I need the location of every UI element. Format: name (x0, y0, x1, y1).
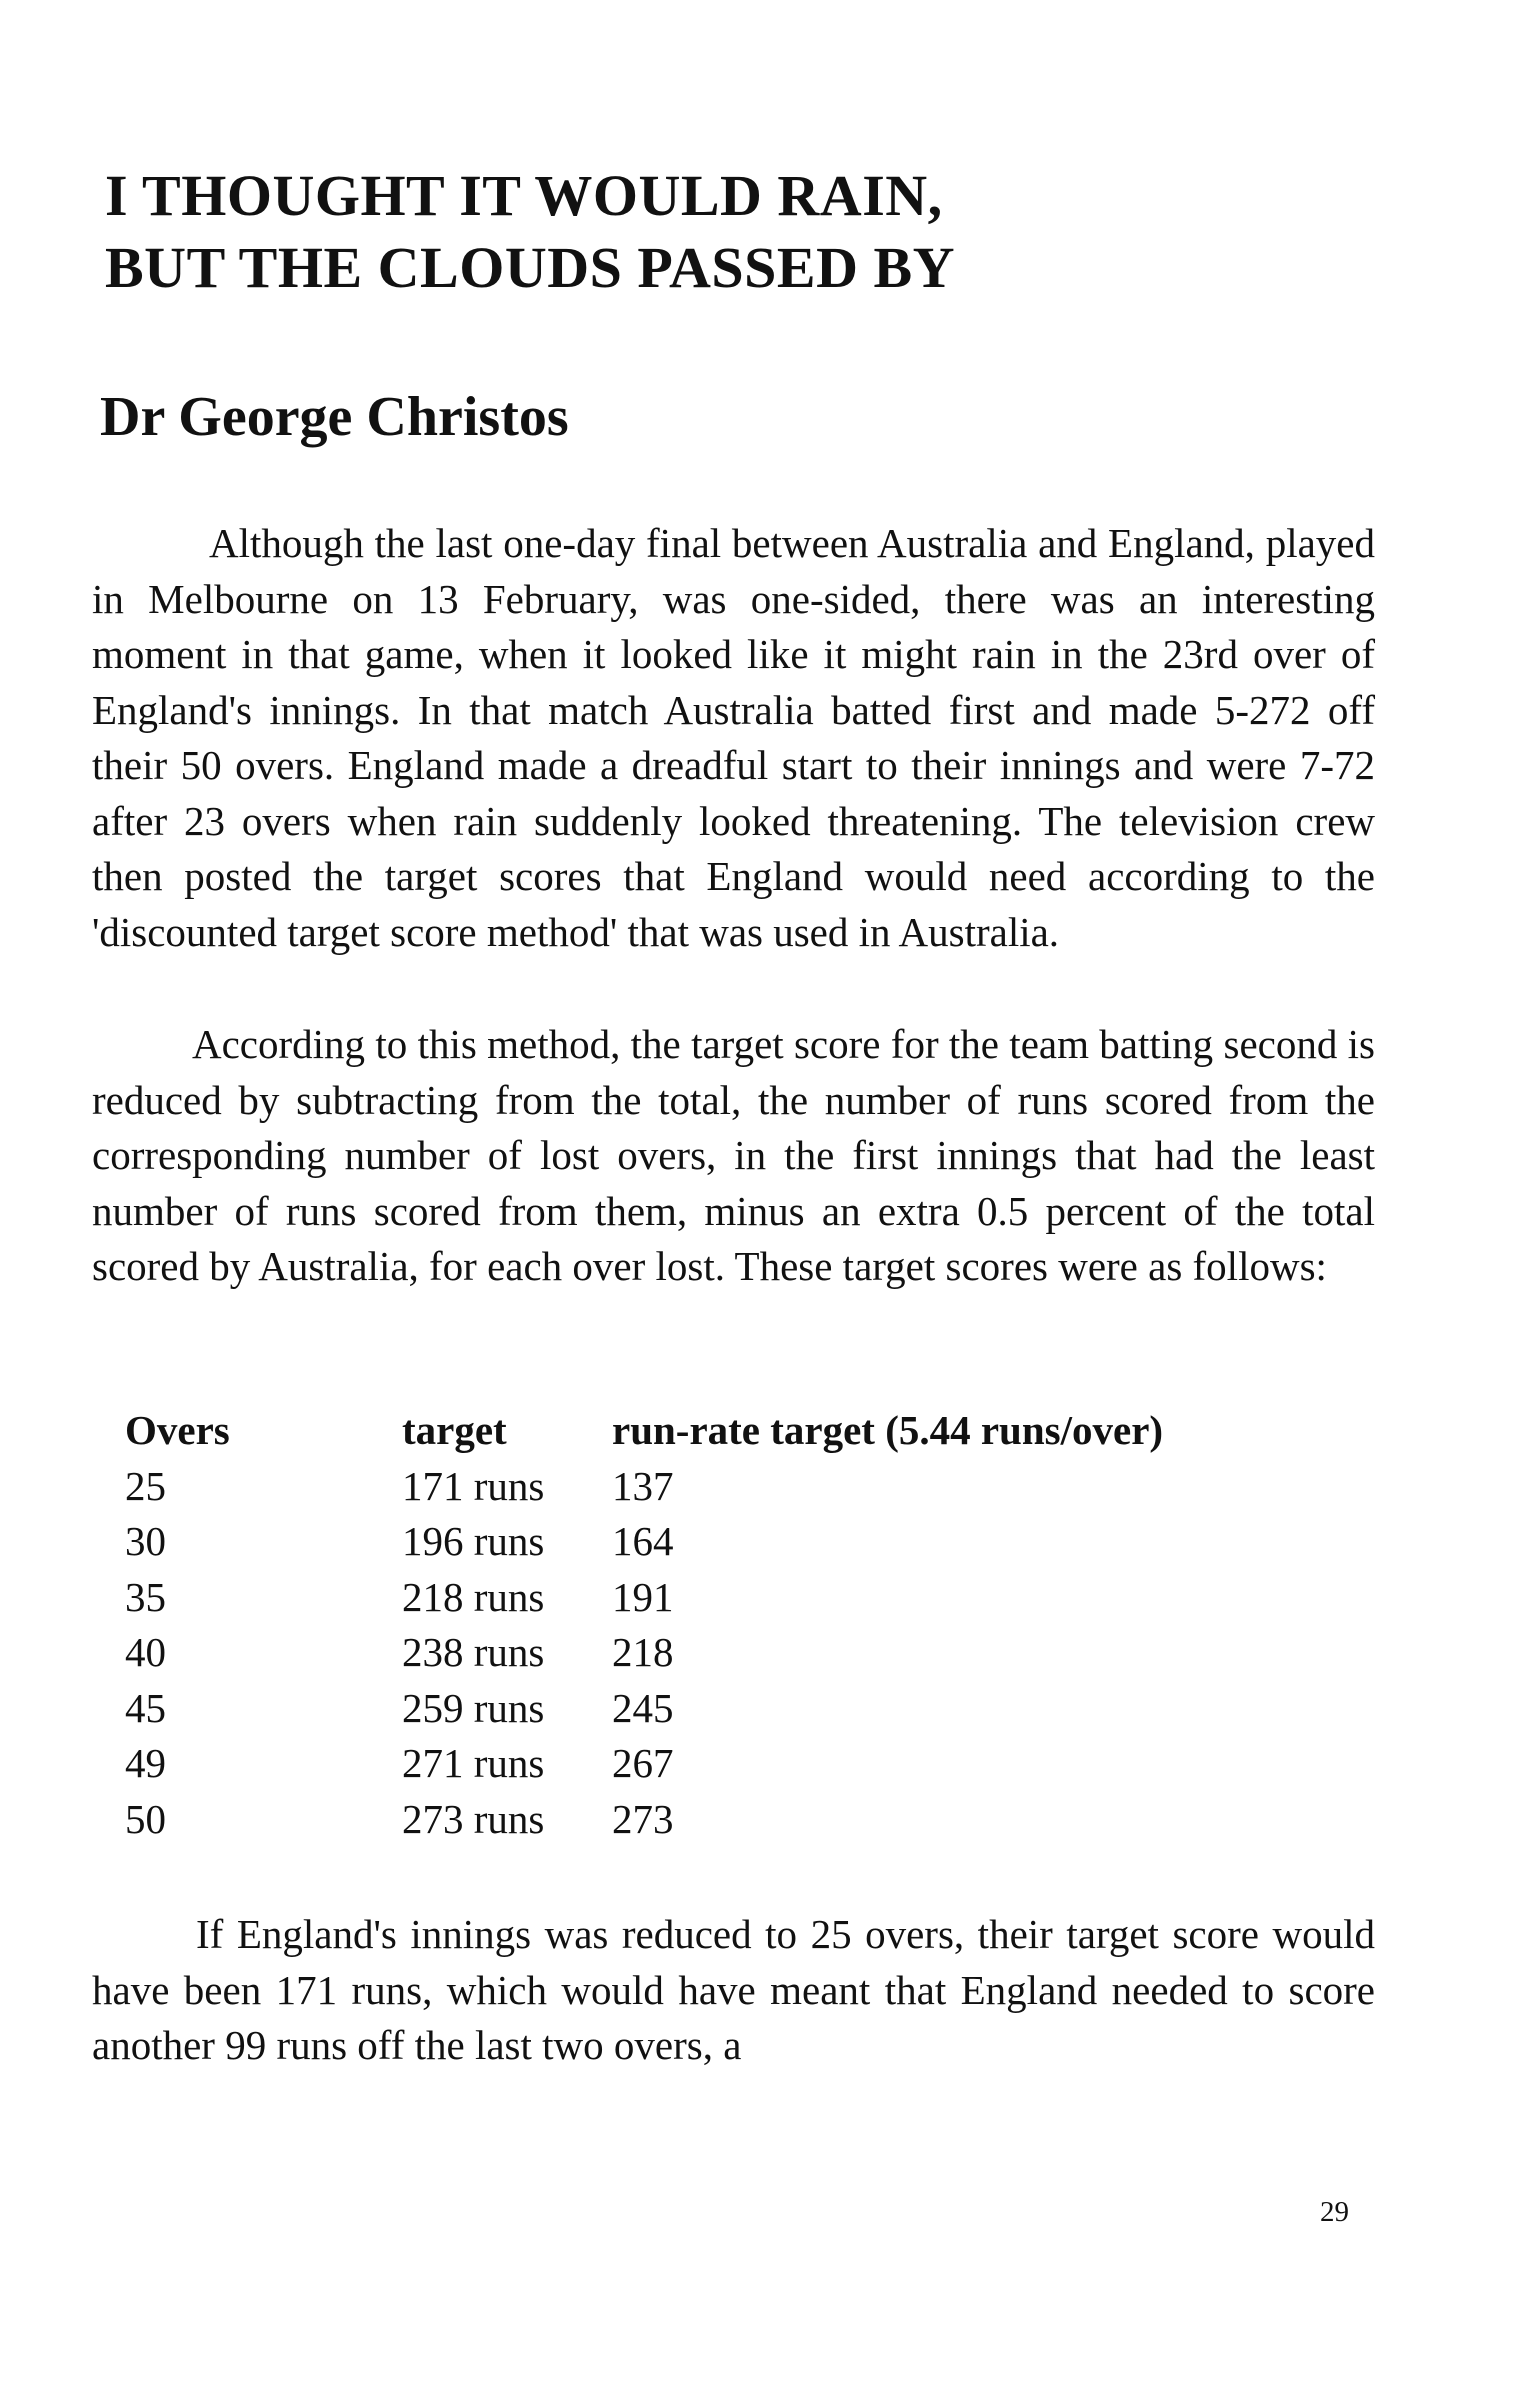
table-row (125, 1736, 1163, 1792)
header-run-rate: run-rate target (5.44 runs/over) (612, 1407, 1164, 1453)
table-row (125, 1792, 1163, 1848)
author-name: Dr George Christos (100, 386, 569, 448)
table-row (125, 1625, 1163, 1681)
cell-overs: 40 (125, 1629, 166, 1675)
article-title (105, 160, 1305, 304)
table-header-row (125, 1403, 1163, 1459)
cell-target: 273 runs (402, 1795, 545, 1842)
paragraph-1: Although the last one-day final between Australia and England, played in Melbourne on 13 February, was one-sided, there was an interesting moment in that game, when it looked like it might rain in the 23rd over of England's innings. In that match Australia batted first and made 5-272 off their 50 overs. England made a dreadful start to their innings and were 7-72 after 23 overs when rain suddenly looked threatening. The television crew then posted the target scores that England would need according to the 'discounted target score method' that was used in Australia. (92, 520, 1375, 955)
table-row (125, 1459, 1163, 1515)
paragraph-2: According to this method, the target score for the team batting second is reduced by subtracting from the total, the number of runs scored from the corresponding number of lost overs, in the first innings that had the least number of runs scored from them, minus an extra 0.5 percent of the total scored by Australia, for each over lost. These target scores were as follows: (92, 1021, 1375, 1289)
cell-target: 218 runs (402, 1573, 545, 1620)
cell-run-rate: 273 (612, 1795, 674, 1842)
header-overs: Overs (125, 1407, 230, 1453)
cell-run-rate: 137 (612, 1462, 674, 1509)
target-score-table (125, 1403, 1163, 1847)
cell-target: 171 runs (402, 1462, 545, 1509)
cell-run-rate: 218 (612, 1629, 674, 1675)
cell-target: 196 runs (402, 1518, 545, 1564)
cell-target: 271 runs (402, 1740, 545, 1786)
cell-target: 238 runs (402, 1629, 545, 1675)
cell-overs: 50 (125, 1795, 166, 1842)
table-row (125, 1514, 1163, 1570)
header-target: target (402, 1407, 507, 1453)
cell-overs: 25 (125, 1462, 166, 1509)
page-number: 29 (1320, 2196, 1349, 2228)
table-row (125, 1570, 1163, 1626)
cell-run-rate: 267 (612, 1740, 674, 1786)
cell-run-rate: 164 (612, 1518, 674, 1564)
title-line-2: BUT THE CLOUDS PASSED BY (105, 235, 956, 300)
cell-overs: 35 (125, 1573, 166, 1620)
table-row (125, 1681, 1163, 1737)
cell-overs: 30 (125, 1518, 166, 1564)
cell-run-rate: 191 (612, 1573, 674, 1620)
cell-overs: 49 (125, 1740, 166, 1786)
title-line-1: I THOUGHT IT WOULD RAIN, (105, 163, 943, 228)
cell-target: 259 runs (402, 1684, 545, 1731)
paragraph-3: If England's innings was reduced to 25 overs, their target score would have been 171 runs, which would have meant that England needed to score another 99 runs off the last two overs, a (92, 1911, 1375, 2068)
cell-run-rate: 245 (612, 1684, 674, 1731)
cell-overs: 45 (125, 1684, 166, 1731)
